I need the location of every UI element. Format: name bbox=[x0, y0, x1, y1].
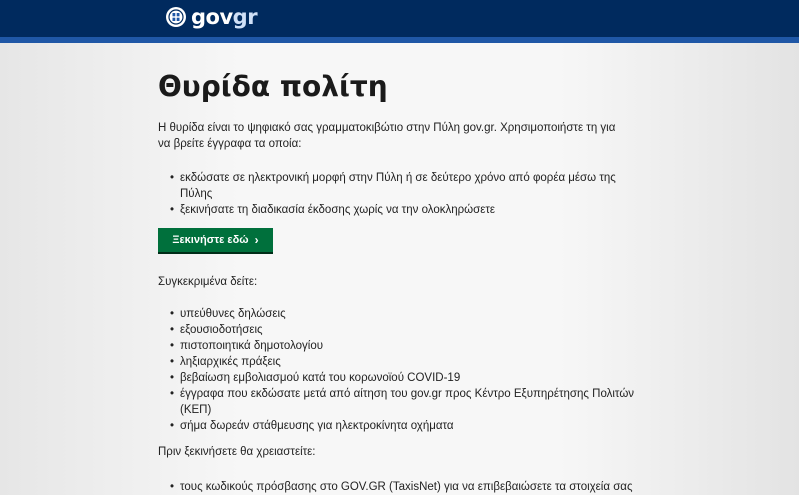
list-item: • βεβαίωση εμβολιασμού κατά του κορωνοϊού COVID-19 bbox=[158, 370, 638, 386]
list-item: • πιστοποιητικά δημοτολογίου bbox=[158, 338, 638, 354]
list-item: • εξουσιοδοτήσεις bbox=[158, 322, 638, 338]
documents-list bbox=[158, 306, 638, 434]
logo-text-gr: gr bbox=[232, 5, 258, 29]
chevron-right-icon: › bbox=[254, 233, 259, 247]
site-header bbox=[0, 0, 799, 37]
list-item: • ληξιαρχικές πράξεις bbox=[158, 354, 638, 370]
list-item: • έγγραφα που εκδώσατε μετά από αίτηση του gov.gr προς Κέντρο Εξυπηρέτησης Πολιτών (ΚΕΠ) bbox=[158, 386, 638, 418]
specific-heading: Συγκεκριμένα δείτε: bbox=[158, 276, 258, 288]
list-item: • ξεκινήσατε τη διαδικασία έκδοσης χωρίς να την ολοκληρώσετε bbox=[158, 202, 638, 218]
list-item: • εκδώσατε σε ηλεκτρονική μορφή στην Πύλη ή σε δεύτερο χρόνο από φορέα μέσω της Πύλης bbox=[158, 170, 638, 202]
start-button-label: Ξεκινήστε εδώ bbox=[172, 234, 249, 246]
requirements-heading: Πριν ξεκινήσετε θα χρειαστείτε: bbox=[158, 446, 316, 458]
list-item: • τους κωδικούς πρόσβασης στο GOV.GR (TaxisNet) για να επιβεβαιώσετε τα στοιχεία σας bbox=[158, 479, 638, 495]
greek-emblem-icon bbox=[166, 7, 186, 27]
logo-text-gov: gov bbox=[191, 5, 233, 29]
start-here-button[interactable] bbox=[158, 228, 273, 254]
intro-text: Η θυρίδα είναι το ψηφιακό σας γραμματοκιβώτιο στην Πύλη gov.gr. Χρησιμοποιήστε τη για να βρείτε έγγραφα τα οποία: bbox=[158, 122, 616, 150]
page-title: Θυρίδα πολίτη bbox=[158, 70, 388, 103]
list-item: • υπεύθυνες δηλώσεις bbox=[158, 306, 638, 322]
requirements-list bbox=[158, 479, 638, 495]
govgr-logo[interactable] bbox=[166, 5, 257, 29]
logo-text bbox=[191, 5, 257, 29]
intro-list bbox=[158, 170, 638, 218]
list-item: • σήμα δωρεάν στάθμευσης για ηλεκτροκίνητα οχήματα bbox=[158, 418, 638, 434]
